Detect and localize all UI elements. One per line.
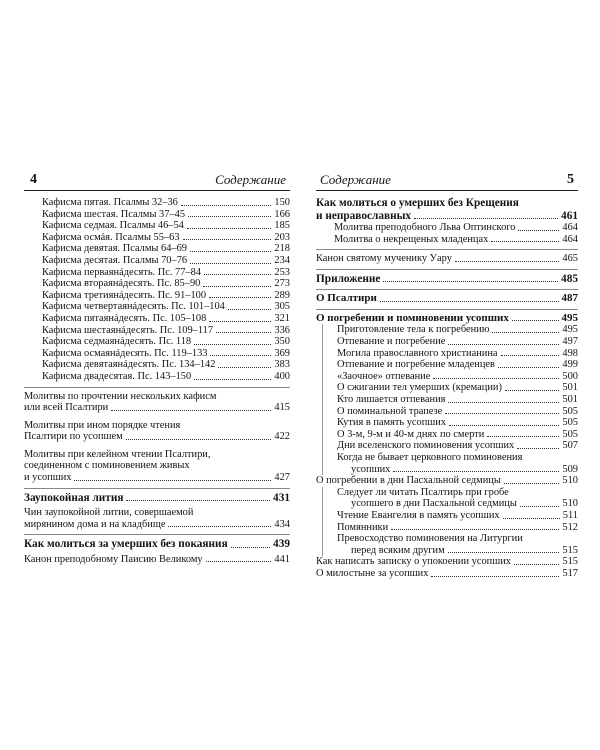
toc-entry-absentee-funeral[interactable]: «Заочное» отпевание 500 xyxy=(337,370,578,382)
toc-entry-kathisma-13[interactable]: Кафисма третиянáдесять. Пс. 91–100 289 xyxy=(42,289,290,301)
toc-entry-prayers-after-several[interactable]: Молитвы по прочтении нескольких кафисм или всей Псалтири 415 xyxy=(24,390,290,414)
leader-dots xyxy=(433,378,559,379)
leader-dots xyxy=(231,547,270,548)
toc-entry-prayers-other-order[interactable]: Молитвы при ином порядке чтения Псалтири по усопшем 422 xyxy=(24,419,290,443)
toc-entry-memorial-meal[interactable]: О поминальной трапезе 505 xyxy=(337,405,578,417)
toc-entry-prayer-leo[interactable]: Молитва преподобного Льва Оптинского 464 xyxy=(334,222,578,233)
toc-entry-kathisma-18[interactable]: Кафисма осмаянáдесять. Пс. 119–133 369 xyxy=(42,347,290,359)
divider xyxy=(24,534,290,535)
toc-entry-note-writing[interactable]: Как написать записку о упокоении усопших 515 xyxy=(316,556,578,568)
leader-dots xyxy=(501,355,560,356)
toc-entry-prayer-infants[interactable]: Молитва о некрещеных младенцах 464 xyxy=(334,233,578,245)
toc-entry-kathisma-11[interactable]: Кафисма перваянáдесять. Пс. 77–84 253 xyxy=(42,266,290,278)
toc-entry-canon-paisius[interactable]: Канон преподобному Паисию Великому 441 xyxy=(24,553,290,565)
leader-dots xyxy=(74,480,271,481)
left-page xyxy=(24,172,290,572)
toc-entry-kathisma-6[interactable]: Кафисма шестая. Псалмы 37–45 166 xyxy=(42,208,290,220)
toc-entry-unbaptized[interactable]: Как молиться о умерших без Крещения и неправославных 461 xyxy=(316,197,578,222)
leader-dots xyxy=(216,332,271,333)
toc-entry-burial-prep[interactable]: Приготовление тела к погребению 495 xyxy=(337,324,578,336)
toc-entry-kathisma-12[interactable]: Кафисма втораянáдесять. Пс. 85–90 273 xyxy=(42,278,290,290)
toc-entry-canon-uar[interactable]: Канон святому мученику Уару 465 xyxy=(316,253,578,265)
leader-dots xyxy=(383,281,558,282)
leader-dots xyxy=(209,321,271,322)
toc-entry-kathisma-14[interactable]: Кафисма четвертаянáдесять. Пс. 101–104 305 xyxy=(42,301,290,313)
leader-dots xyxy=(218,367,271,368)
toc-entry-kathisma-19[interactable]: Кафисма девятаянáдесять. Пс. 134–142 383 xyxy=(42,359,290,371)
burial-subsections xyxy=(322,324,578,475)
leader-dots xyxy=(188,216,271,217)
toc-entry-infant-funeral[interactable]: Отпевание и погребение младенцев 499 xyxy=(337,359,578,371)
divider xyxy=(316,249,578,250)
leader-dots xyxy=(505,390,559,391)
header-title-right: Содержание xyxy=(320,172,391,187)
leader-dots xyxy=(194,344,271,345)
leader-dots xyxy=(209,297,271,298)
toc-entry-burial-commemoration[interactable]: О погребении и поминовении усопших 495 xyxy=(316,311,578,324)
leader-dots xyxy=(183,239,272,240)
toc-entry-kathisma-20[interactable]: Кафисма двадесятая. Пс. 143–150 400 xyxy=(42,370,290,382)
leader-dots xyxy=(448,552,560,553)
leader-dots xyxy=(203,286,271,287)
toc-entry-psalter-paschal[interactable]: Следует ли читать Псалтирь при гробе усопшего в дни Пасхальной седмицы 510 xyxy=(337,486,578,510)
paschal-subsections xyxy=(322,487,578,557)
toc-entry-grave[interactable]: Могила православного христианина 498 xyxy=(337,347,578,359)
leader-dots xyxy=(168,526,271,527)
leader-dots xyxy=(228,309,272,310)
leader-dots xyxy=(498,367,559,368)
leader-dots xyxy=(491,241,559,242)
toc-entry-kathisma-16[interactable]: Кафисма шестаянáдесять. Пс. 109–117 336 xyxy=(42,324,290,336)
toc-entry-denied-funeral[interactable]: Кто лишается отпевания 501 xyxy=(337,394,578,406)
header-title-left: Содержание xyxy=(215,172,286,187)
leader-dots xyxy=(503,518,560,519)
leader-dots xyxy=(204,274,271,275)
toc-entry-litiya-by-layman[interactable]: Чин заупокойной литии, совершаемой мирянином дома и на кладбище 434 xyxy=(24,507,290,530)
leader-dots xyxy=(210,355,271,356)
leader-dots xyxy=(449,425,559,426)
leader-dots xyxy=(518,230,559,231)
toc-entry-kathisma-10[interactable]: Кафисма десятая. Псалмы 70–76 234 xyxy=(42,254,290,266)
leader-dots xyxy=(512,320,559,321)
page-number-right: 5 xyxy=(567,172,574,187)
toc-entry-kathisma-15[interactable]: Кафисма пятаянáдесять. Пс. 105–108 321 xyxy=(42,312,290,324)
toc-entry-funeral-litiya[interactable]: Заупокойная лития 431 xyxy=(24,491,290,504)
toc-entry-gospel-reading[interactable]: Чтение Евангелия в память усопших 511 xyxy=(337,509,578,521)
toc-entry-about-psalter[interactable]: О Псалтири 487 xyxy=(316,292,578,305)
toc-entry-paschal-burial[interactable]: О погребении в дни Пасхальной седмицы 510 xyxy=(316,475,578,487)
divider xyxy=(24,387,290,388)
leader-dots xyxy=(126,500,270,501)
leader-dots xyxy=(517,448,559,449)
leader-dots xyxy=(194,379,271,380)
toc-entry-kathisma-5[interactable]: Кафисма пятая. Псалмы 32–36 150 xyxy=(42,197,290,208)
leader-dots xyxy=(448,402,559,403)
leader-dots xyxy=(414,218,558,219)
divider xyxy=(24,488,290,489)
toc-entry-almsgiving[interactable]: О милостыне за усопших 517 xyxy=(316,567,578,579)
leader-dots xyxy=(190,251,271,252)
leader-dots xyxy=(206,561,272,562)
leader-dots xyxy=(391,529,559,530)
toc-entry-memorial-days[interactable]: О 3-м, 9-м и 40-м днях по смерти 505 xyxy=(337,428,578,440)
toc-entry-liturgy-precedence[interactable]: Превосходство поминовения на Литургии перед всяким другим 515 xyxy=(337,533,578,556)
toc-entry-pray-without-repentance[interactable]: Как молиться за умерших без покаяния 439 xyxy=(24,538,290,551)
divider xyxy=(316,289,578,290)
running-head-right xyxy=(316,172,578,191)
page-number-left: 4 xyxy=(30,172,37,187)
right-page xyxy=(316,172,578,579)
leader-dots xyxy=(187,228,272,229)
leader-dots xyxy=(126,439,272,440)
leader-dots xyxy=(190,263,271,264)
leader-dots xyxy=(492,332,559,333)
toc-entry-kathisma-8[interactable]: Кафисма осмáя. Псалмы 55–63 203 xyxy=(42,231,290,243)
leader-dots xyxy=(181,205,272,206)
toc-entry-pomyanniki[interactable]: Помянники 512 xyxy=(337,521,578,533)
leader-dots xyxy=(380,301,559,302)
leader-dots xyxy=(393,471,559,472)
toc-entry-appendix[interactable]: Приложение 485 xyxy=(316,272,578,285)
leader-dots xyxy=(431,576,559,577)
toc-entry-kutia[interactable]: Кутия в память усопших 505 xyxy=(337,417,578,429)
leader-dots xyxy=(448,344,559,345)
toc-entry-no-commemoration[interactable]: Когда не бывает церковного поминовения усопших 509 xyxy=(337,452,578,475)
leader-dots xyxy=(111,410,271,411)
divider xyxy=(316,269,578,270)
leader-dots xyxy=(520,506,560,507)
leader-dots xyxy=(445,413,559,414)
toc-entry-ecumenical-days[interactable]: Дни вселенского поминовения усопших 507 xyxy=(337,440,578,452)
toc-entry-prayers-cell-reading[interactable]: Молитвы при келейном чтении Псалтири, соединенном с поминовением живых и усопших 427 xyxy=(24,448,290,484)
toc-entry-kathisma-9[interactable]: Кафисма девятая. Псалмы 64–69 218 xyxy=(42,243,290,255)
toc-entry-cremation[interactable]: О сжигании тел умерших (кремации) 501 xyxy=(337,382,578,394)
leader-dots xyxy=(455,261,560,262)
leader-dots xyxy=(514,564,559,565)
leader-dots xyxy=(487,436,559,437)
toc-entry-kathisma-7[interactable]: Кафисма седмая. Псалмы 46–54 185 xyxy=(42,220,290,232)
toc-entry-funeral-service[interactable]: Отпевание и погребение 497 xyxy=(337,336,578,348)
leader-dots xyxy=(504,483,560,484)
running-head-left xyxy=(24,172,290,191)
divider xyxy=(316,309,578,310)
toc-entry-kathisma-17[interactable]: Кафисма седмаянáдесять. Пс. 118 350 xyxy=(42,336,290,348)
